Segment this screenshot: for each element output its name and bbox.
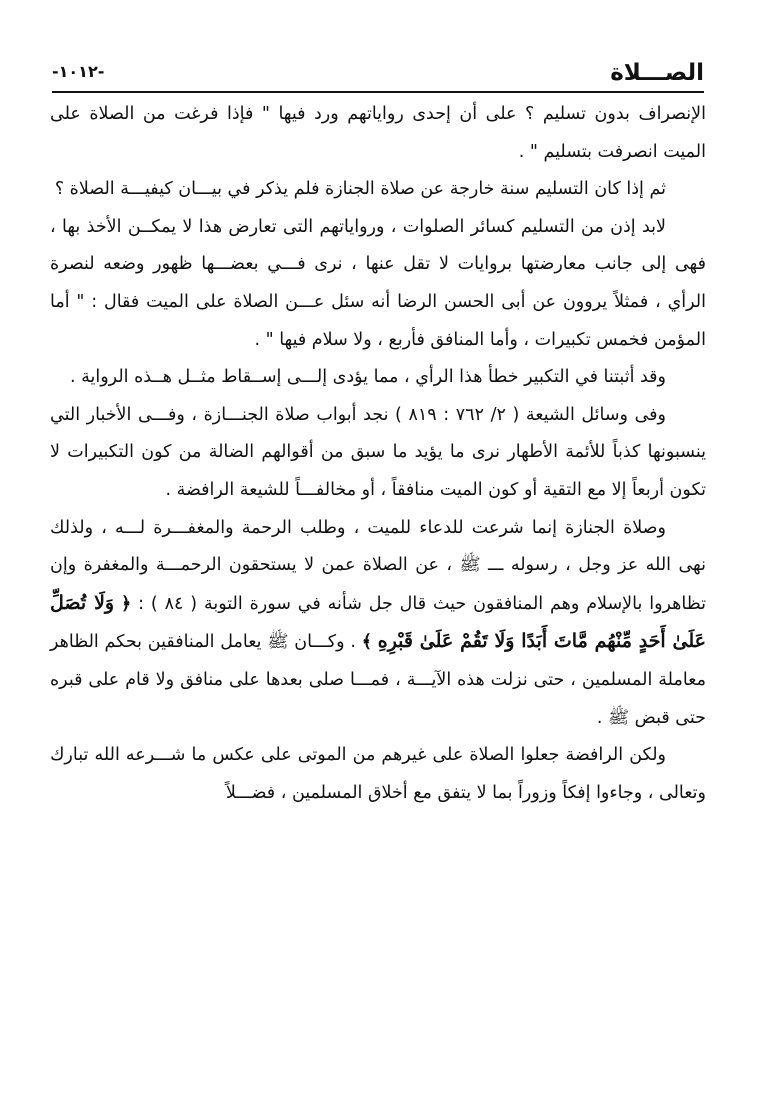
paragraph: وقد أثبتنا في التكبير خطأ هذا الرأي ، مما يؤدى إلـــى إســقاط مثــل هــذه الرواية . bbox=[69, 367, 666, 388]
quran-verse: وَلَا تُصَلِّ عَلَىٰ أَحَدٍ مِّنْهُم مَّاتَ أَبَدًا وَلَا تَقُمْ عَلَىٰ قَبْرِهِ bbox=[50, 591, 706, 653]
chapter-title: الصـــلاة bbox=[610, 60, 704, 86]
paragraph: وفى وسائل الشيعة ( ٢/ ٧٦٢ : ٨١٩ ) نجد أبواب صلاة الجنـــازة ، وفـــى الأخبار التي ينسبونها كذباً للأئمة الأطهار نرى ما يؤيد ما سبق من أقوالهم الضالة من كون التكبيرات لا تكون أربعاً إلا مع التقية أو كون الميت منافقاً ، أو مخالفـــاً للشيعة الرافضة . bbox=[50, 404, 706, 500]
paragraph-with-verse bbox=[50, 510, 706, 738]
paragraph-text-before-verse: وصلاة الجنازة إنما شرعت للدعاء للميت ، وطلب الرحمة والمغفـــرة لـــه ، ولذلك نهى الله عز وجل ، رسوله ـــ ﷺ ، عن الصلاة عمن لا يستحقون الرحمـــة والمغفرة وإن تظاهروا بالإسلام وهم المنافقون حيث قال جل شأنه في سورة التوبة ( ٨٤ ) : bbox=[50, 517, 706, 614]
header-divider bbox=[52, 91, 704, 93]
verse-close-bracket: ﴾ bbox=[361, 632, 372, 653]
page-header bbox=[52, 58, 704, 92]
paragraph: الإنصراف بدون تسليم ؟ على أن إحدى رواياتهم ورد فيها " فإذا فرغت من الصلاة على الميت انصرفت بتسليم " . bbox=[50, 104, 706, 162]
body-text bbox=[50, 96, 706, 812]
paragraph-text-after-verse: . وكـــان ﷺ يعامل المنافقين بحكم الظاهر معاملة المسلمين ، حتى نزلت هذه الآيـــة ، فمـــا صلى بعدها على منافق ولا قام على قبره حتى قبض ﷺ . bbox=[50, 632, 706, 728]
paragraph: لابد إذن من التسليم كسائر الصلوات ، ورواياتهم التى تعارض هذا لا يمكــن الأخذ بها ، فهى إلى جانب معارضتها بروايات لا تقل عنها ، نرى فـــي بعضـــها ظهور وضعه لنصرة الرأي ، فمثلاً يروون عن أبى الحسن الرضا أنه سئل عـــن الصلاة على الميت فقال : " أما المؤمن فخمس تكبيرات ، وأما المنافق فأربع ، ولا سلام فيها " . bbox=[50, 216, 706, 350]
page-number: -١٠١٢- bbox=[52, 62, 105, 81]
verse-open-bracket: ﴿ bbox=[120, 593, 132, 614]
paragraph: ولكن الرافضة جعلوا الصلاة على غيرهم من الموتى على عكس ما شـــرعه الله تبارك وتعالى ، وجاءوا إفكاً وزوراً بما لا يتفق مع أخلاق المسلمين ، فضـــلاً bbox=[50, 745, 706, 803]
paragraph: ثم إذا كان التسليم سنة خارجة عن صلاة الجنازة فلم يذكر في بيـــان كيفيـــة الصلاة ؟ bbox=[54, 179, 666, 200]
